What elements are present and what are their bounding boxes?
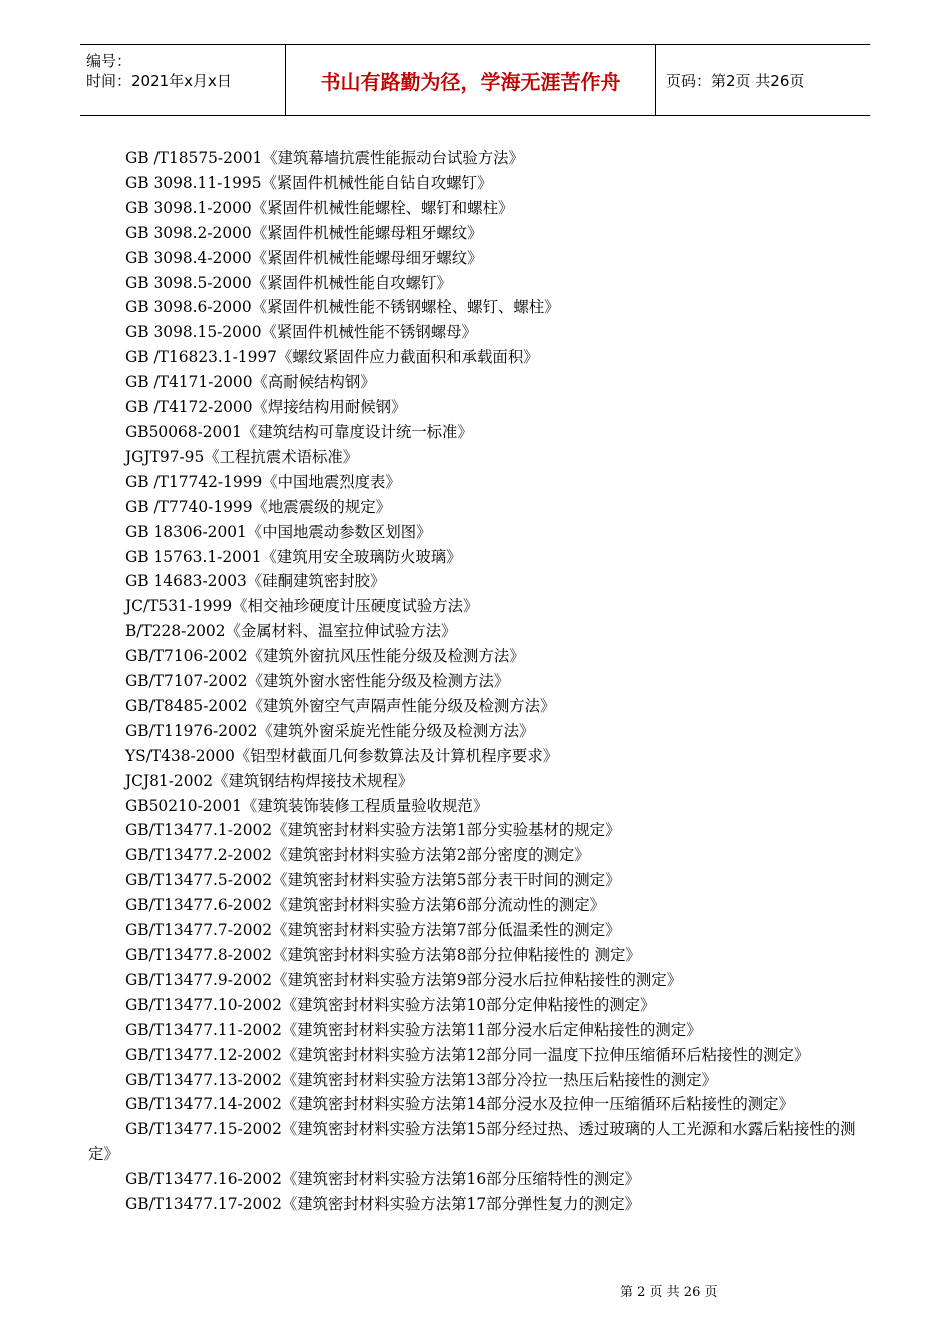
standard-item: GB50210-2001《建筑装饰装修工程质量验收规范》 (125, 796, 489, 815)
standard-item: GB /T4171-2000《高耐候结构钢》 (125, 373, 376, 392)
standards-list (88, 146, 868, 1217)
standard-item: GB /T7740-1999《地震震级的规定》 (125, 497, 391, 516)
standard-item: GB/T13477.17-2002《建筑密封材料实验方法第17部分弹性复力的测定》 (125, 1195, 641, 1214)
standard-item: GB/T11976-2002《建筑外窗采旋光性能分级及检测方法》 (125, 721, 535, 740)
standard-item: GB /T18575-2001《建筑幕墙抗震性能振动台试验方法》 (125, 149, 524, 167)
standard-item: GB/T13477.6-2002《建筑密封材料实验方法第6部分流动性的测定》 (125, 896, 606, 915)
standard-item: GB/T13477.15-2002《建筑密封材料实验方法第15部分经过热、透过玻璃的人工光源和水露后粘接性的测定》 (88, 1120, 856, 1164)
standard-item: GB /T17742-1999《中国地震烈度表》 (125, 472, 401, 491)
standard-item: GB/T13477.8-2002《建筑密封材料实验方法第8部分拉伸粘接性的 测定》 (125, 946, 641, 964)
standard-item: GB 3098.4-2000《紧固件机械性能螺母细牙螺纹》 (125, 248, 483, 267)
standard-item: B/T228-2002《金属材料、温室拉伸试验方法》 (125, 622, 457, 641)
standard-item: GB 3098.2-2000《紧固件机械性能螺母粗牙螺纹》 (125, 223, 483, 242)
standard-item: GB/T13477.5-2002《建筑密封材料实验方法第5部分表干时间的测定》 (125, 871, 621, 890)
standard-item: GB 3098.15-2000《紧固件机械性能不锈钢螺母》 (125, 323, 477, 342)
standard-item: GB 14683-2003《硅酮建筑密封胶》 (125, 572, 386, 591)
standard-item: GB 18306-2001《中国地震动参数区划图》 (125, 522, 432, 541)
standard-item: GB/T7106-2002《建筑外窗抗风压性能分级及检测方法》 (125, 647, 525, 666)
standard-item: GB 3098.5-2000《紧固件机械性能自攻螺钉》 (125, 273, 452, 292)
standard-item: JGJT97-95《工程抗震术语标准》 (125, 447, 359, 466)
standard-item: GB/T13477.13-2002《建筑密封材料实验方法第13部分冷拉一热压后粘接性的测定》 (125, 1070, 717, 1089)
standard-item: GB /T4172-2000《焊接结构用耐候钢》 (125, 398, 407, 417)
document-number-label: 编号： (86, 52, 132, 70)
standard-item: GB/T13477.2-2002《建筑密封材料实验方法第2部分密度的测定》 (125, 846, 590, 865)
standard-item: GB50068-2001《建筑结构可靠度设计统一标准》 (125, 422, 473, 441)
header-left-cell (80, 45, 286, 115)
header-motto: 书山有路勤为径，学海无涯苦作舟 (286, 45, 656, 115)
standard-item: GB/T13477.12-2002《建筑密封材料实验方法第12部分同一温度下拉伸压缩循环后粘接性的测定》 (125, 1045, 810, 1064)
standard-item: JCJ81-2002《建筑钢结构焊接技术规程》 (125, 771, 414, 790)
standard-item: GB/T8485-2002《建筑外窗空气声隔声性能分级及检测方法》 (125, 696, 556, 715)
standard-item: YS/T438-2000《铝型材截面几何参数算法及计算机程序要求》 (125, 746, 559, 765)
standard-item: GB 15763.1-2001《建筑用安全玻璃防火玻璃》 (125, 547, 462, 566)
standard-item: GB/T13477.9-2002《建筑密封材料实验方法第9部分浸水后拉伸粘接性的测定》 (125, 970, 683, 989)
standard-item: GB/T13477.1-2002《建筑密封材料实验方法第1部分实验基材的规定》 (125, 821, 621, 840)
standard-item: GB /T16823.1-1997《螺纹紧固件应力截面积和承载面积》 (125, 348, 539, 367)
standard-item: GB/T13477.10-2002《建筑密封材料实验方法第10部分定伸粘接性的测定》 (125, 995, 656, 1014)
page-header (80, 44, 870, 116)
standard-item: GB/T13477.11-2002《建筑密封材料实验方法第11部分浸水后定伸粘接性的测定》 (125, 1020, 702, 1039)
standard-item: GB 3098.6-2000《紧固件机械性能不锈钢螺栓、螺钉、螺柱》 (125, 298, 560, 317)
standard-item: GB/T13477.16-2002《建筑密封材料实验方法第16部分压缩特性的测定》 (125, 1170, 641, 1189)
document-date-label: 时间：2021年x月x日 (86, 72, 232, 90)
standard-item: GB 3098.11-1995《紧固件机械性能自钻自攻螺钉》 (125, 173, 493, 192)
header-page-info: 页码：第2页 共26页 (666, 71, 805, 90)
standard-item: GB/T13477.7-2002《建筑密封材料实验方法第7部分低温柔性的测定》 (125, 921, 621, 940)
standard-item: GB/T13477.14-2002《建筑密封材料实验方法第14部分浸水及拉伸一压缩循环后粘接性的测定》 (125, 1095, 794, 1114)
page-footer: 第 2 页 共 26 页 (620, 1285, 718, 1300)
standard-item: GB 3098.1-2000《紧固件机械性能螺栓、螺钉和螺柱》 (125, 198, 514, 217)
standard-item: GB/T7107-2002《建筑外窗水密性能分级及检测方法》 (125, 672, 510, 691)
standard-item: JC/T531-1999《相交袖珍硬度计压硬度试验方法》 (125, 597, 479, 616)
